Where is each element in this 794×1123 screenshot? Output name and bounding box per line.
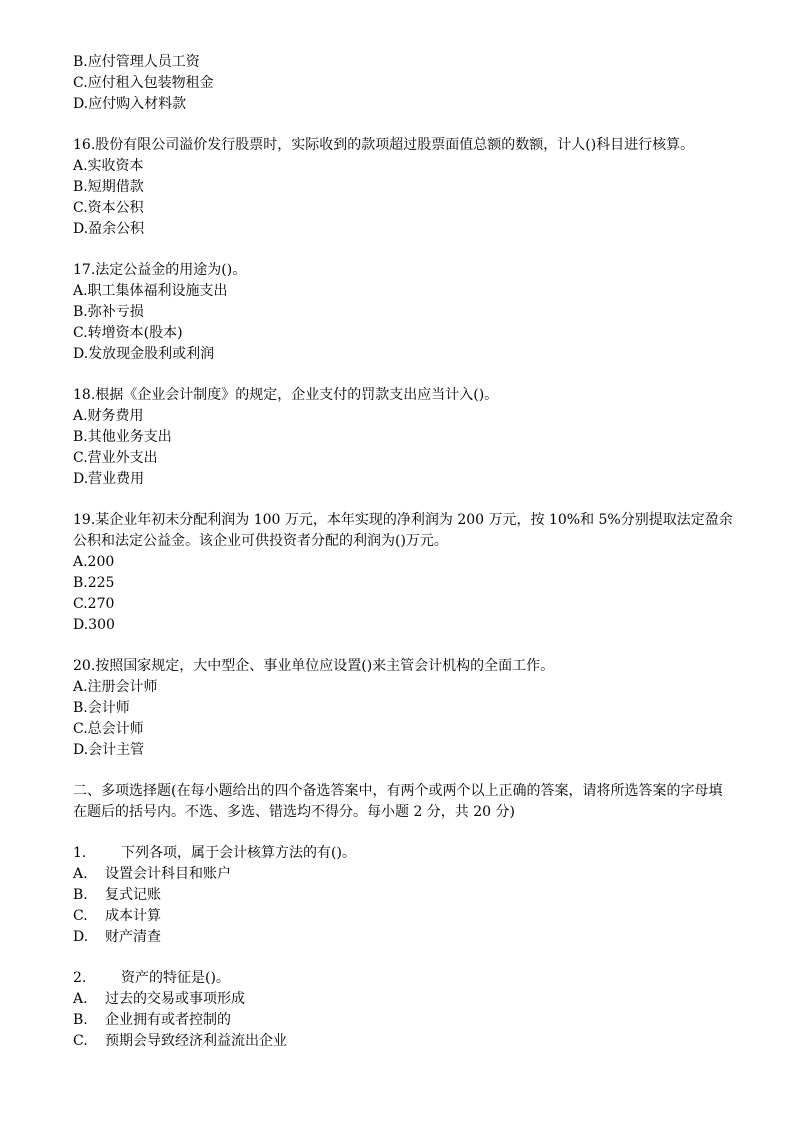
question-number: 2. <box>73 970 87 986</box>
option-line <box>73 885 733 906</box>
multi-question-stem <box>73 843 733 864</box>
option-line: C.应付租入包装物租金 <box>73 75 214 91</box>
option-line: A.财务费用 <box>73 408 144 424</box>
option-letter: C. <box>73 908 88 924</box>
option-line: B.其他业务支出 <box>73 429 172 445</box>
question-stem: 17.法定公益金的用途为()。 <box>73 262 247 278</box>
document-content <box>73 52 733 1052</box>
question-text: 资产的特征是()。 <box>121 970 230 986</box>
option-text: 财产清查 <box>105 929 161 945</box>
option-line <box>73 906 733 927</box>
option-text: 企业拥有或者控制的 <box>105 1012 231 1028</box>
option-line: C.270 <box>73 596 115 612</box>
option-line: A.200 <box>73 554 115 570</box>
option-line: C.营业外支出 <box>73 450 158 466</box>
option-text: 复式记账 <box>105 887 161 903</box>
option-line: D.300 <box>73 617 115 633</box>
option-line: A.职工集体福利设施支出 <box>73 283 228 299</box>
question-stem: 16.股份有限公司溢价发行股票时，实际收到的款项超过股票面值总额的数额，计人()科目进行核算。 <box>73 137 695 153</box>
option-line: B.短期借款 <box>73 179 144 195</box>
option-line <box>73 1031 733 1052</box>
question-text: 下列各项，属于会计核算方法的有()。 <box>121 845 356 861</box>
question-stem: 20.按照国家规定，大中型企、事业单位应设置()来主管会计机构的全面工作。 <box>73 658 555 674</box>
option-line: B.会计师 <box>73 700 130 716</box>
question-stem: 19.某企业年初未分配利润为 100 万元，本年实现的净利润为 200 万元，按 10%和 5%分别提取法定盈余公积和法定公益金。该企业可供投资者分配的利润为()万元。 <box>73 512 733 549</box>
multi-question-stem <box>73 968 733 989</box>
option-letter: B. <box>73 1012 88 1028</box>
option-line: D.盈余公积 <box>73 221 145 237</box>
question-number: 1. <box>73 845 87 861</box>
option-letter: D. <box>73 929 89 945</box>
option-text: 设置会计科目和账户 <box>105 866 231 882</box>
option-line <box>73 864 733 885</box>
option-line: D.发放现金股利或利润 <box>73 346 215 362</box>
option-line: C.资本公积 <box>73 200 144 216</box>
option-text: 成本计算 <box>105 908 161 924</box>
question-stem: 18.根据《企业会计制度》的规定，企业支付的罚款支出应当计入()。 <box>73 387 499 403</box>
option-line: B.弥补亏损 <box>73 304 144 320</box>
option-line <box>73 927 733 948</box>
option-line: D.营业费用 <box>73 471 145 487</box>
option-line: A.实收资本 <box>73 158 144 174</box>
option-letter: C. <box>73 1033 88 1049</box>
option-text: 预期会导致经济利益流出企业 <box>105 1033 287 1049</box>
option-line: C.转增资本(股本) <box>73 325 183 341</box>
option-line: B.应付管理人员工资 <box>73 54 200 70</box>
option-line: C.总会计师 <box>73 721 144 737</box>
option-letter: A. <box>73 866 88 882</box>
section-heading: 二、多项选择题(在每小题给出的四个备选答案中，有两个或两个以上正确的答案，请将所选答案的字母填在题后的括号内。不选、多选、错选均不得分。每小题 2 分，共 20 分) <box>73 783 723 820</box>
option-line: A.注册会计师 <box>73 679 158 695</box>
option-text: 过去的交易或事项形成 <box>105 991 245 1007</box>
option-letter: B. <box>73 887 88 903</box>
option-line <box>73 1010 733 1031</box>
option-line: B.225 <box>73 575 115 591</box>
option-line <box>73 989 733 1010</box>
option-line: D.会计主管 <box>73 742 145 758</box>
option-letter: A. <box>73 991 88 1007</box>
option-line: D.应付购入材料款 <box>73 96 187 112</box>
